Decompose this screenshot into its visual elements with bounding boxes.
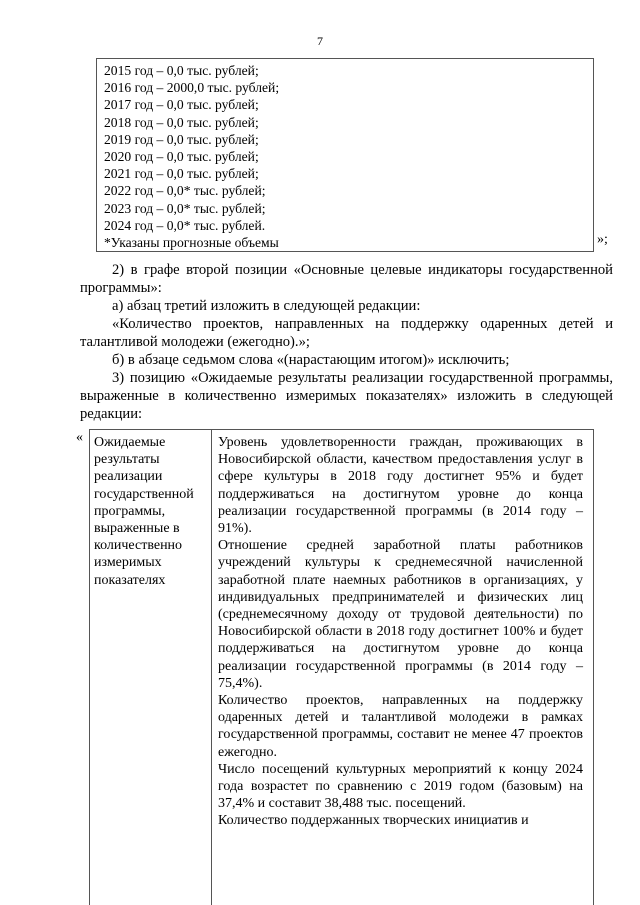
result-initiatives: Количество поддержанных творческих инициатив и bbox=[218, 813, 529, 829]
result-salary-ratio: Отношение средней заработной платы работников учреждений культуры к среднемесячной начисленной заработной плате наемных работников в организациях, у индивидуальных предпринимателей и физических лиц (среднемесячному доходу от трудовой деятельности) по Новосибирской области в 2018 году достигнет 100% и будет поддерживаться на достигнутом уровне до конца реализации государственной программы (в 2014 году – 75,4%). bbox=[218, 538, 583, 691]
financing-box bbox=[96, 58, 594, 252]
paragraph-item-3: 3) позицию «Ожидаемые результаты реализации государственной программы, выраженные в количественно измеримых показателях» изложить в следующей редакции: bbox=[80, 370, 613, 422]
paragraph-item-2a: а) абзац третий изложить в следующей редакции: bbox=[112, 298, 421, 314]
result-projects: Количество проектов, направленных на поддержку одаренных детей и талантливой молодежи в рамках государственной программы, составит не менее 47 проектов ежегодно. bbox=[218, 693, 583, 760]
results-table-right-cell bbox=[212, 430, 593, 905]
closing-quote: »; bbox=[597, 232, 608, 247]
financing-line-2018: 2018 год – 0,0 тыс. рублей; bbox=[104, 114, 259, 130]
paragraph-item-2: 2) в графе второй позиции «Основные целевые индикаторы государственной программы»: bbox=[80, 262, 613, 296]
financing-line-2024: 2024 год – 0,0* тыс. рублей. bbox=[104, 217, 266, 233]
financing-line-2016: 2016 год – 2000,0 тыс. рублей; bbox=[104, 80, 280, 96]
financing-line-2017: 2017 год – 0,0 тыс. рублей; bbox=[104, 97, 259, 113]
financing-footnote: *Указаны прогнозные объемы bbox=[104, 235, 279, 251]
result-visits: Число посещений культурных мероприятий к концу 2024 года возрастет по сравнению с 2019 годом (базовым) на 37,4% и составит 38,488 тыс. посещений. bbox=[218, 761, 583, 812]
financing-line-2020: 2020 год – 0,0 тыс. рублей; bbox=[104, 149, 259, 165]
financing-line-2015: 2015 год – 0,0 тыс. рублей; bbox=[104, 63, 259, 78]
opening-quote: « bbox=[76, 430, 83, 445]
results-table bbox=[89, 429, 594, 905]
result-satisfaction: Уровень удовлетворенности граждан, проживающих в Новосибирской области, качеством предоставления услуг в сфере культуры в 2018 году достигнет 95% и будет поддерживаться на достигнутом уровне до конца реализации государственной программы (в 2014 году – 91%). bbox=[218, 435, 583, 537]
financing-line-2021: 2021 год – 0,0 тыс. рублей; bbox=[104, 166, 259, 182]
financing-line-2019: 2019 год – 0,0 тыс. рублей; bbox=[104, 131, 259, 147]
results-table-left-cell: Ожидаемые результаты реализации государственной программы, выраженные в количественно измеримых показателях bbox=[90, 430, 212, 905]
financing-line-2023: 2023 год – 0,0* тыс. рублей; bbox=[104, 200, 266, 216]
paragraph-item-2b: б) в абзаце седьмом слова «(нарастающим итогом)» исключить; bbox=[112, 352, 510, 368]
financing-line-2022: 2022 год – 0,0* тыс. рублей; bbox=[104, 183, 266, 199]
paragraph-quote-projects: «Количество проектов, направленных на поддержку одаренных детей и талантливой молодежи (ежегодно).»; bbox=[80, 316, 613, 350]
page-number: 7 bbox=[317, 34, 323, 48]
